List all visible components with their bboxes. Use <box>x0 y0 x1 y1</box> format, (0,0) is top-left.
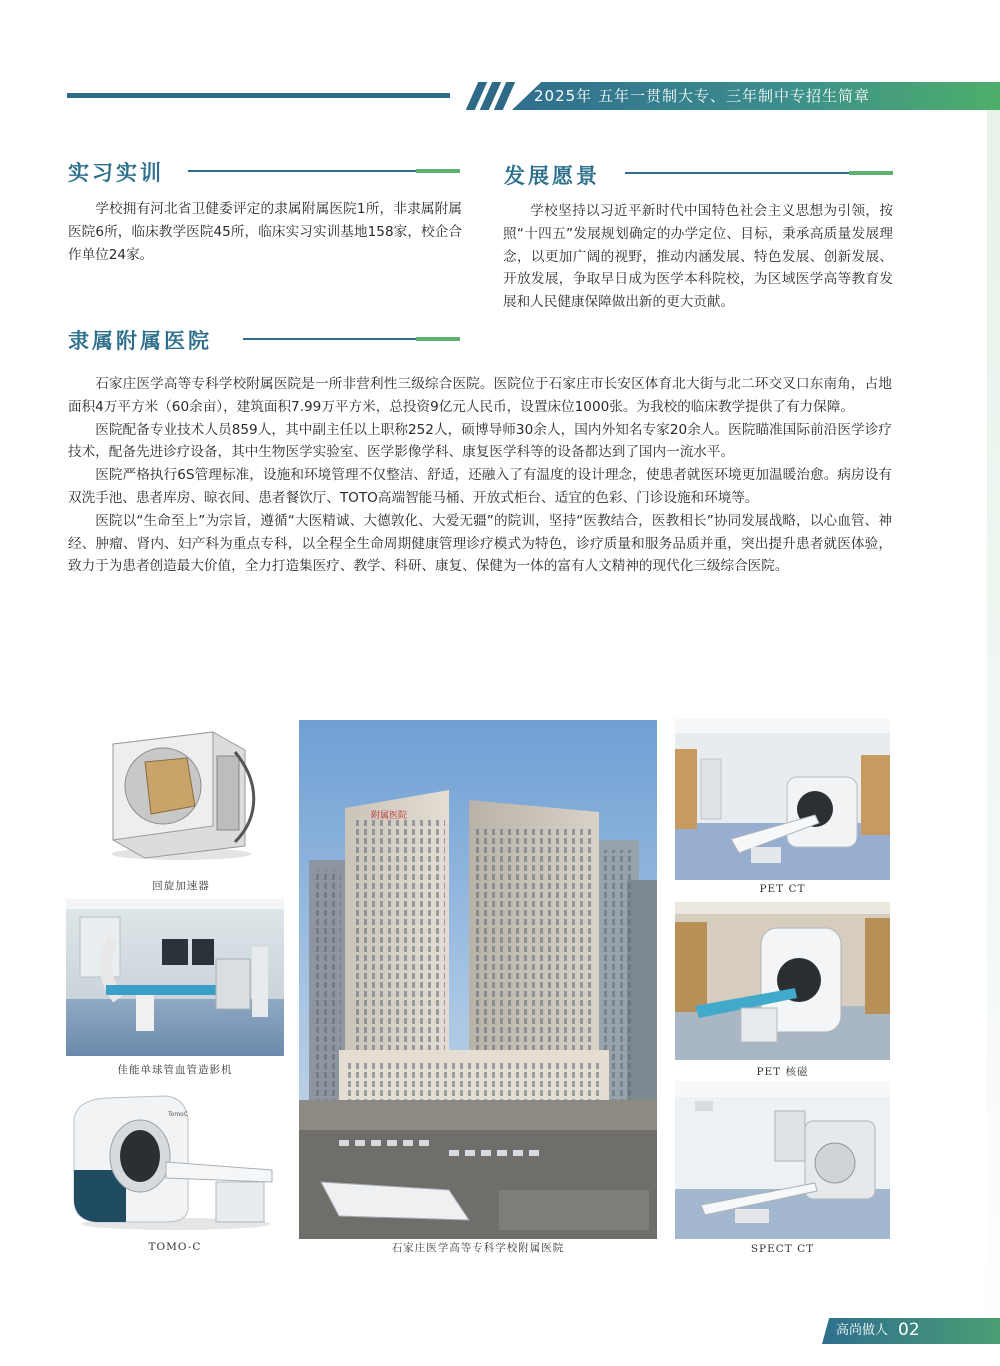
spect-ct-caption: SPECT CT <box>750 1243 815 1255</box>
vision-title: 发展愿景 <box>504 164 600 188</box>
hospital-paragraph: 医院严格执行6S管理标准，设施和环境管理不仅整洁、舒适，还融入了有温度的设计理念，使患者就医环境更加温暖治愈。病房设有双洗手池、患者库房、晾衣间、患者餐饮厅、TOTO高端智能马桶、开放式柜台、适宜的色彩、门诊设施和环境等。 <box>68 467 892 506</box>
header-title: 2025年 五年一贯制大专、三年制中专招生简章 <box>534 87 870 105</box>
vision-text: 学校坚持以习近平新时代中国特色社会主义思想为引领，按照“十四五”发展规划确定的办学定位、目标，秉承高质量发展理念，以更加广阔的视野，推动内涵发展、特色发展、创新发展、开放发展，争取早日成为医学本科院校，为区域医学高等教育发展和人民健康保障做出新的更大贡献。 <box>503 203 893 311</box>
hospital-building-caption: 石家庄医学高等专科学校附属医院 <box>391 1242 565 1254</box>
hospital-paragraph: 医院配备专业技术人员859人，其中副主任以上职称252人，硕博导师30余人，国内外知名专家20余人。医院瞄准国际前沿医学诊疗技术，配备先进诊疗设备，其中生物医学实验室、医学影像学科、康复医学科等的设备都达到了国内一流水平。 <box>68 421 892 461</box>
internship-text: 学校拥有河北省卫健委评定的隶属附属医院1所，非隶属附属医院6所，临床教学医院45所，临床实习实训基地158家，校企合作单位24家。 <box>68 201 462 263</box>
hospital-body <box>68 373 892 578</box>
tomo-caption: TOMO-C <box>148 1241 202 1253</box>
internship-title: 实习实训 <box>68 161 164 185</box>
internship-title-rule <box>188 170 460 172</box>
cyclotron-caption: 回旋加速器 <box>152 880 210 892</box>
page-number: 02 <box>898 1320 920 1340</box>
hospital-title: 隶属附属医院 <box>68 329 212 353</box>
header-rule <box>67 93 450 98</box>
hospital-paragraph: 医院以“生命至上”为宗旨，遵循“大医精诚、大德敦化、大爱无疆”的院训，坚持“医教结合，医教相长”协同发展战略，以心血管、神经、肿瘤、肾内、妇产科为重点专科，以全程全生命周期健康管理诊疗模式为特色，诊疗质量和服务品质并重，突出提升患者就医体验，致力于为患者创造最大价值，全力打造集医疗、教学、科研、康复、保健为一体的富有人文精神的现代化三级综合医院。 <box>68 512 892 575</box>
pet-mr-caption: PET 核磁 <box>756 1066 809 1078</box>
tomo-brand-label: TomoC <box>168 1111 189 1118</box>
angiography-caption: 佳能单球管血管造影机 <box>117 1064 233 1076</box>
hospital-paragraph: 石家庄医学高等专科学校附属医院是一所非营利性三级综合医院。医院位于石家庄市长安区体育北大街与北二环交叉口东南角，占地面积4万平方米（60余亩），建筑面积7.99万平方米，总投资9亿元人民币，设置床位1000张。为我校的临床教学提供了有力保障。 <box>68 376 892 415</box>
pet-ct-photo <box>675 719 890 880</box>
spect-ct-photo <box>675 1081 890 1239</box>
vision-title-rule <box>625 172 893 174</box>
pet-ct-caption: PET CT <box>759 883 806 895</box>
page-edge-decoration <box>987 110 1000 1366</box>
pet-mr-photo <box>675 902 890 1060</box>
hospital-title-rule <box>243 338 460 340</box>
tomo-photo <box>66 1090 284 1233</box>
hospital-building-photo <box>299 720 657 1239</box>
footer-label: 高尚做人 <box>836 1323 889 1338</box>
angiography-photo <box>66 899 284 1056</box>
cyclotron-photo <box>95 722 267 862</box>
building-sign: 附属医院 <box>371 811 408 821</box>
